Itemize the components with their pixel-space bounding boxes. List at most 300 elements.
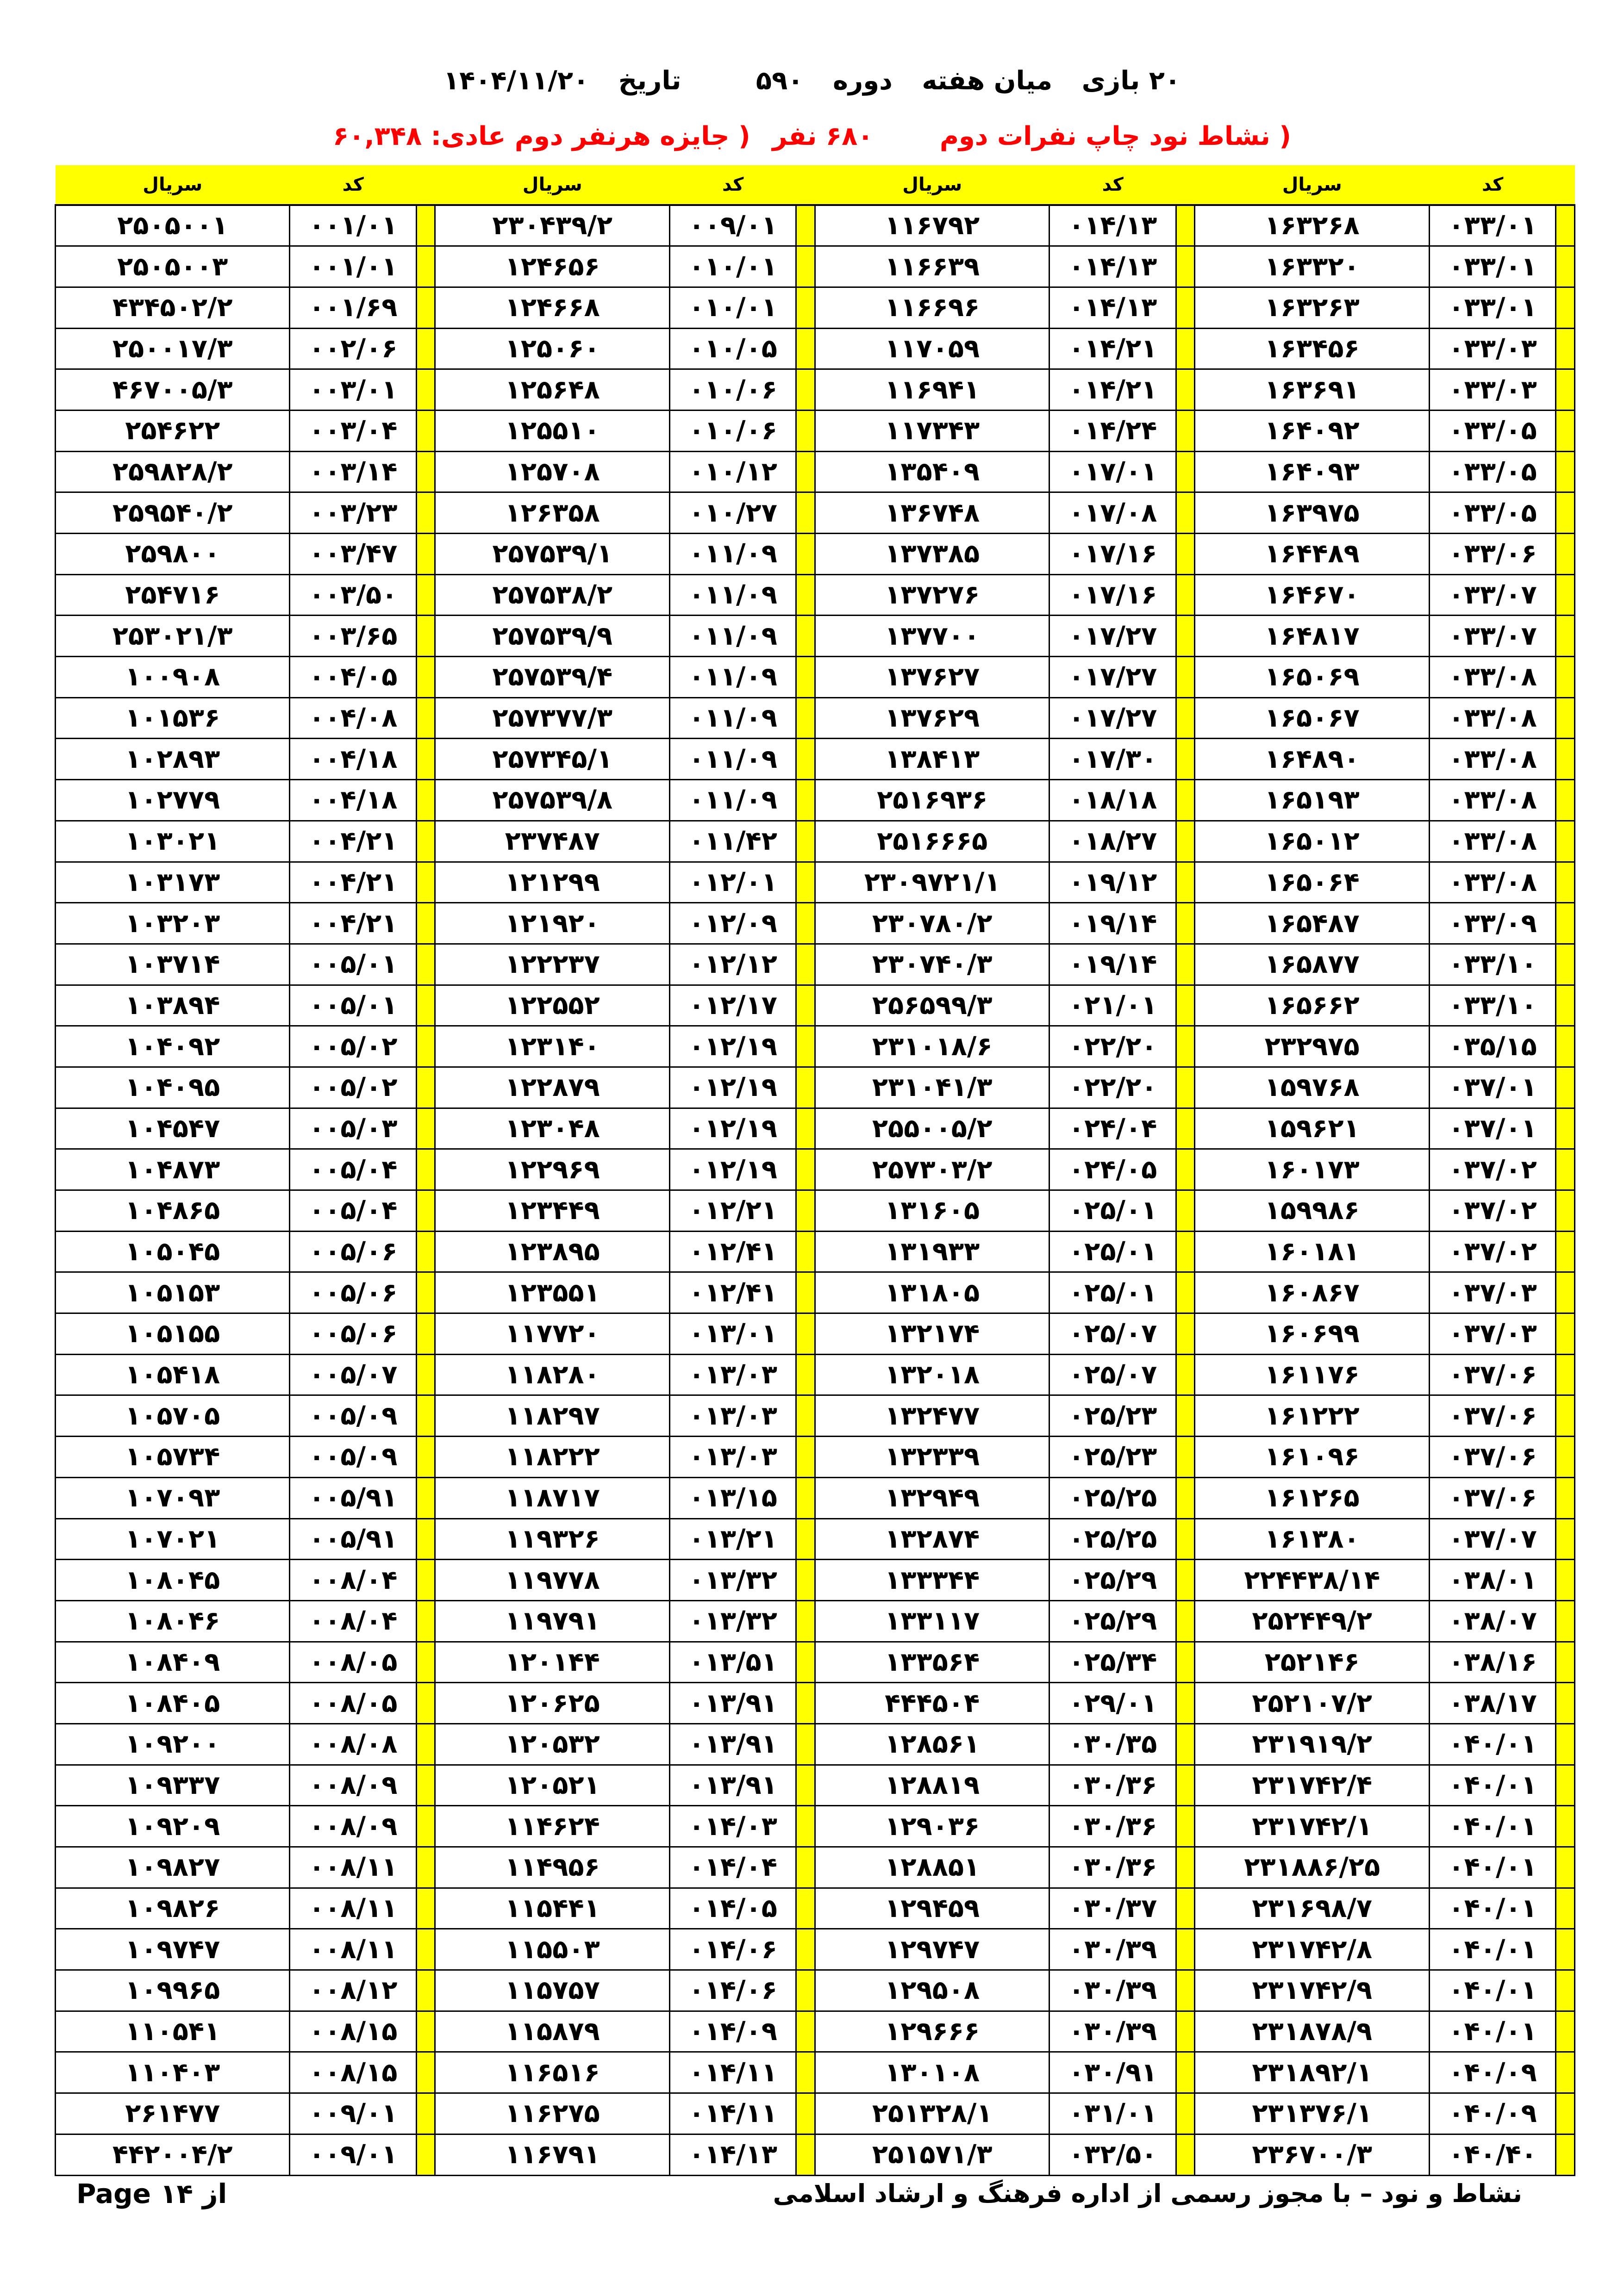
column-separator	[1556, 1847, 1575, 1888]
serial-cell: ۱۳۰۱۰۸	[815, 2052, 1049, 2093]
column-separator	[796, 1560, 815, 1601]
serial-cell: ۲۵۹۵۴۰/۲	[56, 492, 290, 534]
serial-cell: ۱۳۳۳۴۴	[815, 1560, 1049, 1601]
serial-cell: ۱۲۹۷۴۷	[815, 1929, 1049, 1970]
code-cell: ۰۰۴/۲۱	[290, 903, 417, 944]
serial-cell: ۲۵۱۶۹۳۶	[815, 780, 1049, 821]
serial-cell: ۱۳۳۱۱۷	[815, 1600, 1049, 1642]
column-separator	[1556, 616, 1575, 657]
column-separator	[1556, 2134, 1575, 2175]
code-cell: ۰۴۰/۰۱	[1429, 1929, 1556, 1970]
code-cell: ۰۰۳/۱۴	[290, 451, 417, 492]
code-cell: ۰۱۴/۰۶	[669, 1929, 796, 1970]
page-header	[0, 56, 1624, 106]
serial-cell: ۲۵۹۸۰۰	[56, 534, 290, 575]
code-cell: ۰۱۰/۲۷	[669, 492, 796, 534]
table-row	[56, 287, 1575, 328]
code-cell: ۰۳۰/۳۹	[1049, 1929, 1176, 1970]
prize-amount: ( جایزه هرنفر دوم عادی: ۶۰,۳۴۸	[333, 121, 750, 151]
column-separator	[796, 862, 815, 903]
column-separator	[1176, 1765, 1195, 1806]
serial-cell: ۲۳۱۷۴۲/۸	[1195, 1929, 1429, 1970]
column-separator	[796, 1847, 815, 1888]
code-cell: ۰۳۳/۰۸	[1429, 821, 1556, 862]
column-separator	[1176, 1149, 1195, 1190]
serial-cell: ۱۰۸۴۰۵	[56, 1683, 290, 1724]
column-separator	[416, 1313, 435, 1355]
code-cell: ۰۳۷/۰۶	[1429, 1477, 1556, 1518]
serial-cell: ۱۰۴۰۹۵	[56, 1067, 290, 1108]
code-cell: ۰۲۲/۲۰	[1049, 1067, 1176, 1108]
code-cell: ۰۱۱/۰۹	[669, 780, 796, 821]
serial-cell: ۱۶۱۱۷۶	[1195, 1354, 1429, 1395]
serial-cell: ۱۱۶۶۳۹	[815, 246, 1049, 287]
column-separator	[796, 246, 815, 287]
code-cell: ۰۳۷/۰۲	[1429, 1149, 1556, 1190]
serial-cell: ۱۳۷۶۲۷	[815, 657, 1049, 698]
code-cell: ۰۰۳/۶۵	[290, 616, 417, 657]
code-cell: ۰۲۲/۲۰	[1049, 1026, 1176, 1067]
serial-cell: ۲۵۶۵۹۹/۳	[815, 985, 1049, 1026]
serial-cell: ۱۱۸۲۹۷	[435, 1395, 669, 1437]
code-cell: ۰۰۸/۱۱	[290, 1847, 417, 1888]
code-cell: ۰۳۳/۱۰	[1429, 985, 1556, 1026]
code-cell: ۰۱۴/۱۱	[669, 2052, 796, 2093]
serial-cell: ۱۱۹۳۲۶	[435, 1518, 669, 1560]
column-separator	[416, 1765, 435, 1806]
code-cell: ۰۳۳/۰۹	[1429, 903, 1556, 944]
serial-cell: ۲۳۶۷۰۰/۳	[1195, 2134, 1429, 2175]
footer-notice: نشاط و نود – با مجوز رسمی از اداره فرهنگ و ارشاد اسلامی	[773, 2179, 1522, 2208]
table-row	[56, 1806, 1575, 1847]
serial-cell: ۱۰۸۴۰۹	[56, 1642, 290, 1683]
serial-cell: ۲۳۱۶۹۸/۷	[1195, 1888, 1429, 1929]
code-cell: ۰۰۱/۰۱	[290, 246, 417, 287]
column-separator	[1176, 2052, 1195, 2093]
column-separator	[1176, 1231, 1195, 1272]
column-separator	[416, 1354, 435, 1395]
column-separator	[1176, 1190, 1195, 1232]
serial-cell: ۲۳۱۹۱۹/۲	[1195, 1724, 1429, 1765]
serial-cell: ۱۶۴۶۷۰	[1195, 574, 1429, 616]
table-row	[56, 205, 1575, 246]
serial-cell: ۱۶۳۹۷۵	[1195, 492, 1429, 534]
column-separator	[796, 1190, 815, 1232]
serial-cell: ۱۶۵۸۷۷	[1195, 944, 1429, 985]
column-separator	[1556, 780, 1575, 821]
serial-cell: ۱۳۲۴۷۷	[815, 1395, 1049, 1437]
serial-cell: ۱۶۰۸۶۷	[1195, 1272, 1429, 1313]
page-label: Page	[76, 2178, 151, 2209]
serial-cell: ۱۶۵۱۹۳	[1195, 780, 1429, 821]
column-separator	[1556, 1765, 1575, 1806]
column-separator	[416, 780, 435, 821]
column-separator	[416, 165, 435, 205]
column-header-code: کد	[1049, 165, 1176, 205]
code-cell: ۰۱۳/۹۱	[669, 1724, 796, 1765]
table-row	[56, 1437, 1575, 1478]
code-cell: ۰۴۰/۰۱	[1429, 1806, 1556, 1847]
code-cell: ۰۳۱/۰۱	[1049, 2093, 1176, 2134]
serial-cell: ۱۲۳۱۴۰	[435, 1026, 669, 1067]
code-cell: ۰۱۷/۳۰	[1049, 739, 1176, 780]
column-separator	[1556, 1108, 1575, 1149]
serial-cell: ۱۳۲۱۷۴	[815, 1313, 1049, 1355]
code-cell: ۰۱۴/۰۴	[669, 1847, 796, 1888]
code-cell: ۰۲۵/۲۵	[1049, 1477, 1176, 1518]
code-cell: ۰۰۵/۹۱	[290, 1518, 417, 1560]
code-cell: ۰۲۵/۰۷	[1049, 1313, 1176, 1355]
serial-cell: ۱۶۱۲۶۵	[1195, 1477, 1429, 1518]
code-cell: ۰۱۰/۰۱	[669, 287, 796, 328]
column-separator	[1556, 205, 1575, 246]
column-separator	[1176, 944, 1195, 985]
code-cell: ۰۳۳/۰۸	[1429, 657, 1556, 698]
column-separator	[796, 821, 815, 862]
code-cell: ۰۰۵/۰۶	[290, 1231, 417, 1272]
code-cell: ۰۳۷/۰۷	[1429, 1518, 1556, 1560]
code-cell: ۰۲۵/۰۱	[1049, 1231, 1176, 1272]
column-separator	[1176, 1560, 1195, 1601]
column-separator	[416, 1108, 435, 1149]
column-separator	[1176, 1929, 1195, 1970]
game-type: میان هفته	[922, 66, 1053, 96]
column-separator	[1556, 1437, 1575, 1478]
serial-cell: ۱۱۵۷۵۷	[435, 1970, 669, 2011]
code-cell: ۰۱۳/۰۳	[669, 1395, 796, 1437]
serial-cell: ۱۳۷۳۸۵	[815, 534, 1049, 575]
column-separator	[416, 287, 435, 328]
code-cell: ۰۱۹/۱۲	[1049, 862, 1176, 903]
serial-cell: ۱۲۰۱۴۴	[435, 1642, 669, 1683]
serial-cell: ۱۳۱۹۳۳	[815, 1231, 1049, 1272]
code-cell: ۰۱۴/۰۶	[669, 1970, 796, 2011]
column-separator	[796, 1437, 815, 1478]
serial-cell: ۱۰۴۸۶۵	[56, 1190, 290, 1232]
serial-cell: ۲۵۲۱۰۷/۲	[1195, 1683, 1429, 1724]
code-cell: ۰۱۰/۰۶	[669, 410, 796, 451]
column-header-serial: سریال	[1195, 165, 1429, 205]
column-separator	[1556, 1970, 1575, 2011]
code-cell: ۰۱۷/۱۶	[1049, 574, 1176, 616]
serial-cell: ۲۵۷۳۴۵/۱	[435, 739, 669, 780]
column-separator	[416, 2052, 435, 2093]
column-separator	[1176, 534, 1195, 575]
code-cell: ۰۱۲/۴۱	[669, 1272, 796, 1313]
serial-cell: ۱۳۵۴۰۹	[815, 451, 1049, 492]
table-row	[56, 1724, 1575, 1765]
column-separator	[1176, 1847, 1195, 1888]
code-cell: ۰۱۴/۱۳	[1049, 287, 1176, 328]
table-row	[56, 1272, 1575, 1313]
code-cell: ۰۰۵/۹۱	[290, 1477, 417, 1518]
column-separator	[1176, 2011, 1195, 2052]
serial-cell: ۱۰۹۷۴۷	[56, 1929, 290, 1970]
serial-cell: ۲۵۷۵۳۹/۹	[435, 616, 669, 657]
code-cell: ۰۲۵/۳۴	[1049, 1642, 1176, 1683]
serial-cell: ۴۶۷۰۰۵/۳	[56, 369, 290, 411]
code-cell: ۰۰۸/۰۹	[290, 1765, 417, 1806]
serial-cell: ۲۵۱۵۷۱/۳	[815, 2134, 1049, 2175]
serial-cell: ۱۳۳۵۶۴	[815, 1642, 1049, 1683]
code-cell: ۰۰۹/۰۱	[669, 205, 796, 246]
serial-cell: ۱۱۶۷۹۱	[435, 2134, 669, 2175]
column-separator	[796, 657, 815, 698]
code-cell: ۰۳۷/۰۶	[1429, 1395, 1556, 1437]
serial-cell: ۱۰۹۹۶۵	[56, 1970, 290, 2011]
column-separator	[1556, 369, 1575, 411]
serial-cell: ۱۰۳۰۲۱	[56, 821, 290, 862]
column-separator	[1176, 862, 1195, 903]
code-cell: ۰۱۱/۰۹	[669, 534, 796, 575]
serial-cell: ۱۰۲۸۹۳	[56, 739, 290, 780]
column-separator	[1176, 246, 1195, 287]
code-cell: ۰۱۱/۴۲	[669, 821, 796, 862]
column-separator	[416, 2011, 435, 2052]
serial-cell: ۱۳۶۷۴۸	[815, 492, 1049, 534]
serial-cell: ۱۳۷۷۰۰	[815, 616, 1049, 657]
code-cell: ۰۳۳/۰۵	[1429, 492, 1556, 534]
round-label: دوره	[832, 66, 893, 96]
code-cell: ۰۰۴/۱۸	[290, 780, 417, 821]
column-separator	[796, 287, 815, 328]
code-cell: ۰۰۳/۲۳	[290, 492, 417, 534]
column-separator	[1556, 410, 1575, 451]
code-cell: ۰۱۳/۲۱	[669, 1518, 796, 1560]
serial-cell: ۲۵۵۰۰۵/۲	[815, 1108, 1049, 1149]
column-separator	[1176, 1313, 1195, 1355]
winner-count: ۶۸۰ نفر	[772, 121, 874, 151]
column-separator	[416, 985, 435, 1026]
serial-cell: ۱۶۰۱۸۱	[1195, 1231, 1429, 1272]
serial-cell: ۱۶۳۶۹۱	[1195, 369, 1429, 411]
code-cell: ۰۰۴/۰۸	[290, 697, 417, 739]
page-number: ۱۴	[160, 2178, 193, 2209]
code-cell: ۰۰۵/۰۶	[290, 1313, 417, 1355]
table-row	[56, 369, 1575, 411]
column-separator	[416, 410, 435, 451]
column-separator	[796, 410, 815, 451]
code-cell: ۰۱۴/۱۳	[1049, 205, 1176, 246]
serial-cell: ۱۲۵۶۴۸	[435, 369, 669, 411]
serial-cell: ۱۱۷۳۴۳	[815, 410, 1049, 451]
code-cell: ۰۲۵/۲۳	[1049, 1437, 1176, 1478]
code-cell: ۰۳۳/۰۷	[1429, 616, 1556, 657]
serial-cell: ۲۳۲۹۷۵	[1195, 1026, 1429, 1067]
code-cell: ۰۳۰/۳۵	[1049, 1724, 1176, 1765]
column-separator	[416, 246, 435, 287]
column-header-code: کد	[1429, 165, 1556, 205]
column-separator	[416, 1888, 435, 1929]
serial-cell: ۲۳۷۴۸۷	[435, 821, 669, 862]
column-separator	[796, 903, 815, 944]
code-cell: ۰۳۳/۰۳	[1429, 369, 1556, 411]
serial-cell: ۱۳۲۳۳۹	[815, 1437, 1049, 1478]
code-cell: ۰۱۲/۱۹	[669, 1026, 796, 1067]
column-separator	[1176, 2134, 1195, 2175]
code-cell: ۰۱۰/۰۱	[669, 246, 796, 287]
column-separator	[1176, 1683, 1195, 1724]
column-separator	[1556, 1067, 1575, 1108]
serial-cell: ۱۰۹۳۳۷	[56, 1765, 290, 1806]
code-cell: ۰۳۸/۱۶	[1429, 1642, 1556, 1683]
serial-cell: ۱۲۸۸۵۱	[815, 1847, 1049, 1888]
serial-cell: ۲۵۲۱۴۶	[1195, 1642, 1429, 1683]
column-separator	[796, 1231, 815, 1272]
code-cell: ۰۲۵/۰۱	[1049, 1190, 1176, 1232]
column-separator	[416, 1600, 435, 1642]
column-separator	[796, 1272, 815, 1313]
code-cell: ۰۳۸/۱۷	[1429, 1683, 1556, 1724]
column-separator	[416, 616, 435, 657]
serial-cell: ۱۲۲۸۷۹	[435, 1067, 669, 1108]
code-cell: ۰۱۷/۰۸	[1049, 492, 1176, 534]
column-separator	[416, 1929, 435, 1970]
table-row	[56, 1847, 1575, 1888]
table-row	[56, 616, 1575, 657]
code-cell: ۰۱۲/۰۱	[669, 862, 796, 903]
column-separator	[416, 1560, 435, 1601]
table-row	[56, 2134, 1575, 2175]
column-separator	[416, 1477, 435, 1518]
code-cell: ۰۰۵/۰۴	[290, 1149, 417, 1190]
code-cell: ۰۰۵/۰۶	[290, 1272, 417, 1313]
code-cell: ۰۰۴/۰۵	[290, 657, 417, 698]
column-separator	[1556, 1231, 1575, 1272]
serial-cell: ۱۲۹۴۵۹	[815, 1888, 1049, 1929]
table-row	[56, 534, 1575, 575]
table-row	[56, 1395, 1575, 1437]
serial-cell: ۲۳۱۸۸۶/۲۵	[1195, 1847, 1429, 1888]
code-cell: ۰۱۲/۱۹	[669, 1067, 796, 1108]
table-row	[56, 1642, 1575, 1683]
column-separator	[416, 1190, 435, 1232]
serial-cell: ۲۲۴۴۳۸/۱۴	[1195, 1560, 1429, 1601]
table-row	[56, 697, 1575, 739]
code-cell: ۰۰۵/۰۴	[290, 1190, 417, 1232]
column-separator	[796, 616, 815, 657]
column-separator	[416, 328, 435, 369]
column-separator	[1176, 1067, 1195, 1108]
serial-cell: ۱۱۸۷۱۷	[435, 1477, 669, 1518]
serial-cell: ۱۰۵۱۵۳	[56, 1272, 290, 1313]
column-header-serial: سریال	[435, 165, 669, 205]
serial-cell: ۱۱۶۷۹۲	[815, 205, 1049, 246]
serial-cell: ۱۶۵۰۱۲	[1195, 821, 1429, 862]
winners-table	[55, 165, 1575, 2176]
serial-cell: ۲۵۷۳۷۷/۳	[435, 697, 669, 739]
serial-cell: ۱۰۳۸۹۴	[56, 985, 290, 1026]
serial-cell: ۱۳۱۸۰۵	[815, 1272, 1049, 1313]
table-row	[56, 821, 1575, 862]
serial-cell: ۱۶۱۳۸۰	[1195, 1518, 1429, 1560]
column-separator	[416, 1724, 435, 1765]
column-separator	[796, 739, 815, 780]
column-separator	[416, 944, 435, 985]
serial-cell: ۱۱۵۸۷۹	[435, 2011, 669, 2052]
serial-cell: ۱۶۳۳۲۰	[1195, 246, 1429, 287]
column-separator	[796, 165, 815, 205]
code-cell: ۰۰۵/۰۱	[290, 944, 417, 985]
serial-cell: ۱۶۴۰۹۳	[1195, 451, 1429, 492]
column-separator	[1176, 1642, 1195, 1683]
code-cell: ۰۴۰/۰۱	[1429, 2011, 1556, 2052]
serial-cell: ۱۲۹۰۳۶	[815, 1806, 1049, 1847]
serial-cell: ۱۰۸۰۴۶	[56, 1600, 290, 1642]
serial-cell: ۱۰۸۰۴۵	[56, 1560, 290, 1601]
serial-cell: ۱۳۱۶۰۵	[815, 1190, 1049, 1232]
column-separator	[1556, 1272, 1575, 1313]
serial-cell: ۲۵۲۴۴۹/۲	[1195, 1600, 1429, 1642]
column-separator	[1176, 985, 1195, 1026]
column-separator	[1176, 410, 1195, 451]
serial-cell: ۱۲۲۲۳۷	[435, 944, 669, 985]
column-separator	[416, 492, 435, 534]
code-cell: ۰۳۷/۰۶	[1429, 1354, 1556, 1395]
column-separator	[1556, 534, 1575, 575]
serial-cell: ۲۵۱۶۶۶۵	[815, 821, 1049, 862]
code-cell: ۰۰۴/۲۱	[290, 862, 417, 903]
serial-cell: ۱۱۶۹۴۱	[815, 369, 1049, 411]
code-cell: ۰۱۳/۹۱	[669, 1683, 796, 1724]
serial-cell: ۱۶۱۲۲۲	[1195, 1395, 1429, 1437]
serial-cell: ۱۶۴۸۱۷	[1195, 616, 1429, 657]
column-separator	[1176, 328, 1195, 369]
serial-cell: ۱۳۲۰۱۸	[815, 1354, 1049, 1395]
code-cell: ۰۲۵/۲۳	[1049, 1395, 1176, 1437]
code-cell: ۰۰۸/۱۱	[290, 1929, 417, 1970]
table-row	[56, 328, 1575, 369]
column-separator	[1556, 985, 1575, 1026]
column-separator	[416, 534, 435, 575]
code-cell: ۰۱۳/۹۱	[669, 1765, 796, 1806]
code-cell: ۰۳۳/۰۸	[1429, 862, 1556, 903]
subheader-title: ( نشاط نود چاپ نفرات دوم	[939, 121, 1291, 151]
code-cell: ۰۱۴/۰۵	[669, 1888, 796, 1929]
column-separator	[1556, 2093, 1575, 2134]
code-cell: ۰۱۰/۰۶	[669, 369, 796, 411]
code-cell: ۰۱۴/۰۳	[669, 1806, 796, 1847]
column-separator	[1176, 697, 1195, 739]
serial-cell: ۲۳۱۳۷۶/۱	[1195, 2093, 1429, 2134]
column-separator	[1556, 1518, 1575, 1560]
column-separator	[1556, 862, 1575, 903]
serial-cell: ۱۶۵۰۶۴	[1195, 862, 1429, 903]
code-cell: ۰۰۵/۰۹	[290, 1437, 417, 1478]
serial-cell: ۲۳۱۰۱۸/۶	[815, 1026, 1049, 1067]
code-cell: ۰۲۴/۰۵	[1049, 1149, 1176, 1190]
page-of-label: از	[202, 2178, 227, 2209]
serial-cell: ۱۶۴۰۹۲	[1195, 410, 1429, 451]
serial-cell: ۱۲۴۶۶۸	[435, 287, 669, 328]
code-cell: ۰۱۹/۱۴	[1049, 903, 1176, 944]
column-separator	[1556, 1354, 1575, 1395]
game-label: ۲۰ بازی	[1081, 66, 1181, 96]
code-cell: ۰۰۲/۰۶	[290, 328, 417, 369]
code-cell: ۰۱۰/۱۲	[669, 451, 796, 492]
code-cell: ۰۰۳/۰۱	[290, 369, 417, 411]
serial-cell: ۱۰۹۲۰۹	[56, 1806, 290, 1847]
serial-cell: ۱۰۵۰۴۵	[56, 1231, 290, 1272]
column-separator	[1176, 1477, 1195, 1518]
code-cell: ۰۱۴/۱۳	[1049, 246, 1176, 287]
table-row	[56, 1190, 1575, 1232]
serial-cell: ۱۵۹۷۶۸	[1195, 1067, 1429, 1108]
serial-cell: ۱۰۴۸۷۳	[56, 1149, 290, 1190]
column-separator	[1556, 1929, 1575, 1970]
column-separator	[796, 1518, 815, 1560]
column-separator	[1176, 1600, 1195, 1642]
